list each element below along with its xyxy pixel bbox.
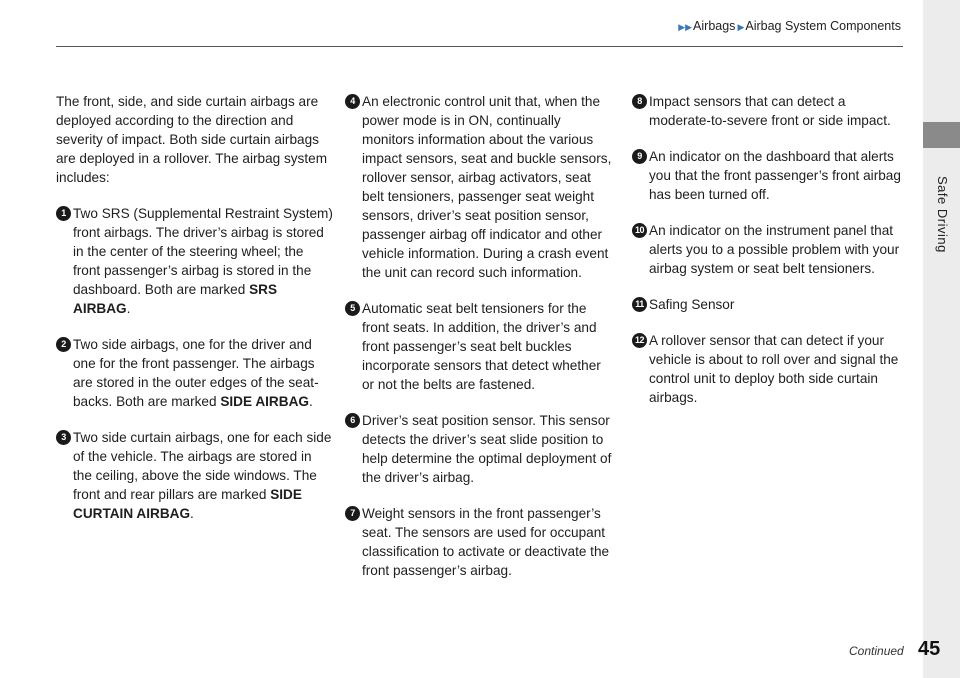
item-text: An indicator on the instrument panel that alerts you to a possible problem with your airbag system or seat belt tensioners. bbox=[649, 223, 900, 276]
item-text: An electronic control unit that, when the power mode is in ON, continually monitors information about the various impact sensors, seat and buckle sensors, rollover sensor, airbag activators, seat belt tensioners, passenger seat weight sensors, driver’s seat position sensor, passenger airbag off indicator and other vehicle information. During a crash event the unit can record such information. bbox=[362, 94, 612, 280]
component-item-10 bbox=[632, 221, 902, 278]
number-3-icon: 3 bbox=[56, 430, 71, 445]
breadcrumb-airbag-system-components[interactable]: Airbag System Components bbox=[745, 19, 901, 33]
number-6-icon: 6 bbox=[345, 413, 360, 428]
number-9-icon: 9 bbox=[632, 149, 647, 164]
component-item-1 bbox=[56, 204, 334, 318]
component-item-11 bbox=[632, 295, 902, 314]
component-item-4 bbox=[345, 92, 615, 282]
item-text: Automatic seat belt tensioners for the front seats. In addition, the driver’s and front passenger’s seat belt buckles incorporate sensors that detect whether or not the belts are fastened. bbox=[362, 301, 601, 392]
breadcrumb bbox=[678, 19, 901, 33]
item-text: Two side airbags, one for the driver and one for the front passenger. The airbags are stored in the outer edges of the seat-backs. Both are marked bbox=[73, 337, 319, 409]
number-11-icon: 11 bbox=[632, 297, 647, 312]
intro-paragraph: The front, side, and side curtain airbags are deployed according to the direction and severity of impact. Both side curtain airbags are deployed in a rollover. The airbag system includes: bbox=[56, 94, 328, 185]
item-bold-label: SIDE AIRBAG bbox=[220, 394, 309, 409]
component-item-5 bbox=[345, 299, 615, 394]
component-item-2 bbox=[56, 335, 334, 411]
component-item-7 bbox=[345, 504, 615, 580]
component-item-12 bbox=[632, 331, 902, 407]
component-item-6 bbox=[345, 411, 615, 487]
triangle-icon: ▶ bbox=[737, 22, 745, 32]
item-text: Two side curtain airbags, one for each side of the vehicle. The airbags are stored in the ceiling, above the side windows. The front and rear pillars are marked bbox=[73, 430, 332, 502]
column-2 bbox=[345, 92, 615, 597]
column-1 bbox=[56, 92, 334, 540]
item-text: Impact sensors that can detect a moderate-to-severe front or side impact. bbox=[649, 94, 891, 128]
number-1-icon: 1 bbox=[56, 206, 71, 221]
double-triangle-icon: ▶▶ bbox=[678, 22, 693, 32]
item-punct: . bbox=[126, 301, 131, 316]
component-item-8 bbox=[632, 92, 902, 130]
item-text: A rollover sensor that can detect if your vehicle is about to roll over and signal the control unit to deploy both side curtain airbags. bbox=[649, 333, 899, 405]
number-7-icon: 7 bbox=[345, 506, 360, 521]
item-bold-label: SIDE CURTAIN AIRBAG bbox=[73, 487, 302, 521]
item-text: Safing Sensor bbox=[649, 297, 735, 312]
item-text: Weight sensors in the front passenger’s seat. The sensors are used for occupant classification to activate or deactivate the front passenger’s airbag. bbox=[362, 506, 610, 578]
item-text: Two SRS (Supplemental Restraint System) front airbags. The driver’s airbag is stored in the center of the steering wheel; the front passenger’s airbag is stored in the dashboard. Both are marked bbox=[73, 206, 333, 297]
component-item-3 bbox=[56, 428, 334, 523]
number-12-icon: 12 bbox=[632, 333, 647, 348]
header-rule bbox=[56, 46, 903, 47]
item-text: Driver’s seat position sensor. This sensor detects the driver’s seat slide position to help determine the optimal deployment of the driver’s airbag. bbox=[362, 413, 612, 485]
section-label: Safe Driving bbox=[935, 176, 950, 253]
sidebar bbox=[923, 0, 960, 678]
column-3 bbox=[632, 92, 902, 424]
number-10-icon: 10 bbox=[632, 223, 647, 238]
breadcrumb-airbags[interactable]: Airbags bbox=[693, 19, 736, 33]
item-bold-label: SRS AIRBAG bbox=[73, 282, 278, 316]
number-2-icon: 2 bbox=[56, 337, 71, 352]
number-5-icon: 5 bbox=[345, 301, 360, 316]
page-number: 45 bbox=[918, 638, 941, 660]
number-8-icon: 8 bbox=[632, 94, 647, 109]
item-punct: . bbox=[190, 506, 194, 521]
item-punct: . bbox=[308, 394, 313, 409]
section-tab bbox=[923, 122, 960, 148]
continued-label: Continued bbox=[849, 644, 904, 658]
item-text: An indicator on the dashboard that alerts you that the front passenger’s front airbag has been turned off. bbox=[649, 149, 901, 202]
component-item-9 bbox=[632, 147, 902, 204]
number-4-icon: 4 bbox=[345, 94, 360, 109]
